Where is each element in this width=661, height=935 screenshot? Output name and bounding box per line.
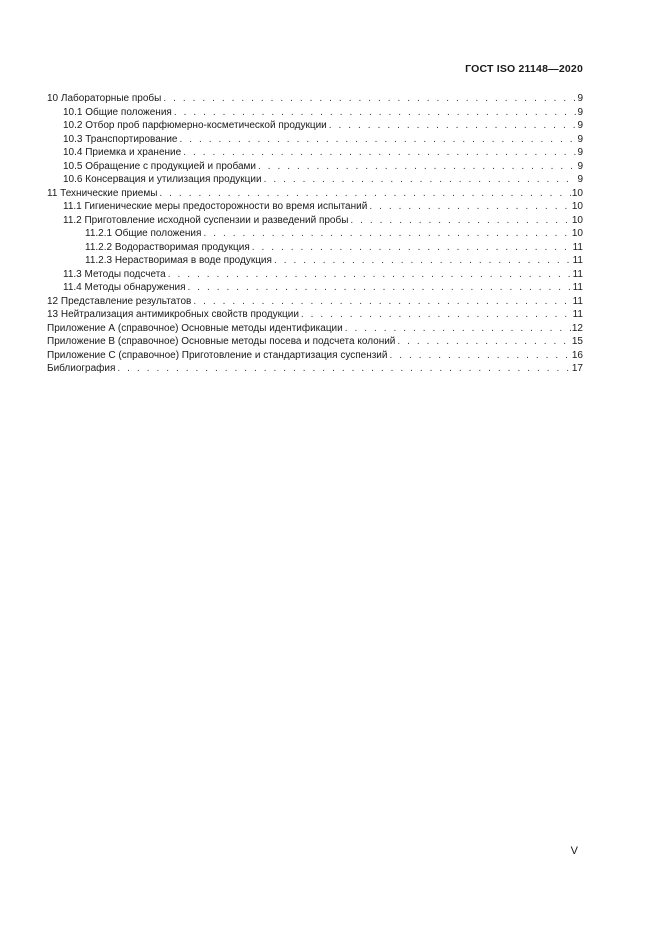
toc-entry-page: 16 (571, 349, 583, 361)
toc-entry-title: Приложение В (справочное) Основные методы посева и подсчета колоний (47, 336, 396, 347)
toc-entry[interactable] (47, 281, 583, 295)
toc-entry-page: 10 (571, 214, 583, 226)
toc-leader-dots (117, 362, 570, 376)
toc-entry-title: Библиография (47, 363, 116, 374)
toc-leader-dots (168, 268, 572, 282)
toc-entry[interactable] (47, 146, 583, 160)
toc-entry[interactable] (47, 106, 583, 120)
toc-leader-dots (163, 92, 576, 106)
toc-entry-page: 11 (572, 282, 583, 293)
toc-entry-title: 11.2.1 Общие положения (85, 228, 202, 239)
toc-entry-page: 17 (571, 363, 583, 374)
toc-entry-page: 11 (572, 295, 583, 307)
toc-entry-page: 12 (571, 322, 583, 334)
toc-entry[interactable] (47, 349, 583, 363)
toc-leader-dots (329, 119, 577, 133)
toc-entry-title: Приложение С (справочное) Приготовление и стандартизация суспензий (47, 349, 388, 361)
toc-entry[interactable] (47, 308, 583, 322)
toc-leader-dots (174, 106, 577, 120)
toc-leader-dots (397, 335, 570, 349)
toc-leader-dots (203, 227, 570, 241)
toc-entry[interactable] (47, 295, 583, 309)
page-number: V (570, 845, 578, 857)
toc-entry[interactable] (47, 119, 583, 133)
toc-entry[interactable] (47, 362, 583, 376)
table-of-contents (47, 92, 583, 376)
toc-leader-dots (179, 133, 576, 147)
toc-entry[interactable] (47, 133, 583, 147)
toc-entry-title: 11.2.3 Нерастворимая в воде продукция (85, 255, 272, 266)
toc-leader-dots (301, 308, 572, 322)
toc-entry-page: 11 (572, 268, 583, 280)
toc-leader-dots (193, 295, 571, 309)
toc-entry-page: 11 (572, 241, 583, 253)
toc-entry-title: 10.6 Консервация и утилизация продукции (63, 174, 262, 185)
toc-entry[interactable] (47, 160, 583, 174)
toc-entry-title: 10.1 Общие положения (63, 106, 172, 118)
toc-leader-dots (389, 349, 570, 363)
toc-leader-dots (274, 254, 572, 268)
toc-entry[interactable] (47, 241, 583, 255)
document-header: ГОСТ ISO 21148—2020 (465, 63, 583, 75)
toc-entry-title: 11.2.2 Водорастворимая продукция (85, 241, 250, 253)
toc-entry-page: 9 (577, 147, 583, 158)
toc-leader-dots (258, 160, 576, 174)
toc-entry[interactable] (47, 335, 583, 349)
toc-leader-dots (188, 281, 572, 295)
toc-entry[interactable] (47, 214, 583, 228)
toc-entry-title: 13 Нейтрализация антимикробных свойств продукции (47, 309, 299, 320)
toc-entry-page: 10 (571, 228, 583, 239)
toc-entry-page: 9 (577, 106, 583, 118)
toc-leader-dots (252, 241, 572, 255)
toc-leader-dots (264, 173, 577, 187)
toc-entry-page: 9 (577, 133, 583, 145)
toc-entry-page: 10 (571, 201, 583, 212)
toc-entry-page: 9 (577, 174, 583, 185)
toc-leader-dots (159, 187, 570, 201)
toc-entry-title: 11.3 Методы подсчета (63, 268, 166, 280)
toc-entry-title: 11.1 Гигиенические меры предосторожности во время испытаний (63, 201, 368, 212)
toc-entry-title: 10.4 Приемка и хранение (63, 147, 182, 158)
toc-entry-title: 10 Лабораторные пробы (47, 93, 162, 104)
toc-entry[interactable] (47, 254, 583, 268)
toc-entry-title: 11.2 Приготовление исходной суспензии и разведений пробы (63, 214, 349, 226)
toc-entry[interactable] (47, 227, 583, 241)
toc-entry-page: 9 (577, 120, 583, 131)
toc-entry-page: 10 (571, 187, 583, 199)
toc-entry-title: 10.2 Отбор проб парфюмерно-косметической продукции (63, 120, 327, 131)
toc-entry-page: 9 (577, 160, 583, 172)
toc-entry[interactable] (47, 322, 583, 336)
toc-leader-dots (369, 200, 571, 214)
toc-entry-page: 11 (572, 309, 583, 320)
toc-entry-page: 9 (577, 93, 583, 104)
toc-entry-title: 11 Технические приемы (47, 187, 158, 199)
toc-entry-title: Приложение А (справочное) Основные методы идентификации (47, 322, 343, 334)
toc-entry-title: 10.3 Транспортирование (63, 133, 178, 145)
toc-entry[interactable] (47, 187, 583, 201)
toc-entry[interactable] (47, 173, 583, 187)
toc-entry[interactable] (47, 200, 583, 214)
toc-entry[interactable] (47, 268, 583, 282)
toc-leader-dots (345, 322, 571, 336)
toc-entry-title: 12 Представление результатов (47, 295, 192, 307)
toc-entry-page: 11 (572, 255, 583, 266)
toc-leader-dots (350, 214, 570, 228)
toc-entry-page: 15 (571, 336, 583, 347)
toc-entry-title: 10.5 Обращение с продукцией и пробами (63, 160, 256, 172)
toc-entry-title: 11.4 Методы обнаружения (63, 282, 186, 293)
toc-leader-dots (183, 146, 576, 160)
toc-entry[interactable] (47, 92, 583, 106)
